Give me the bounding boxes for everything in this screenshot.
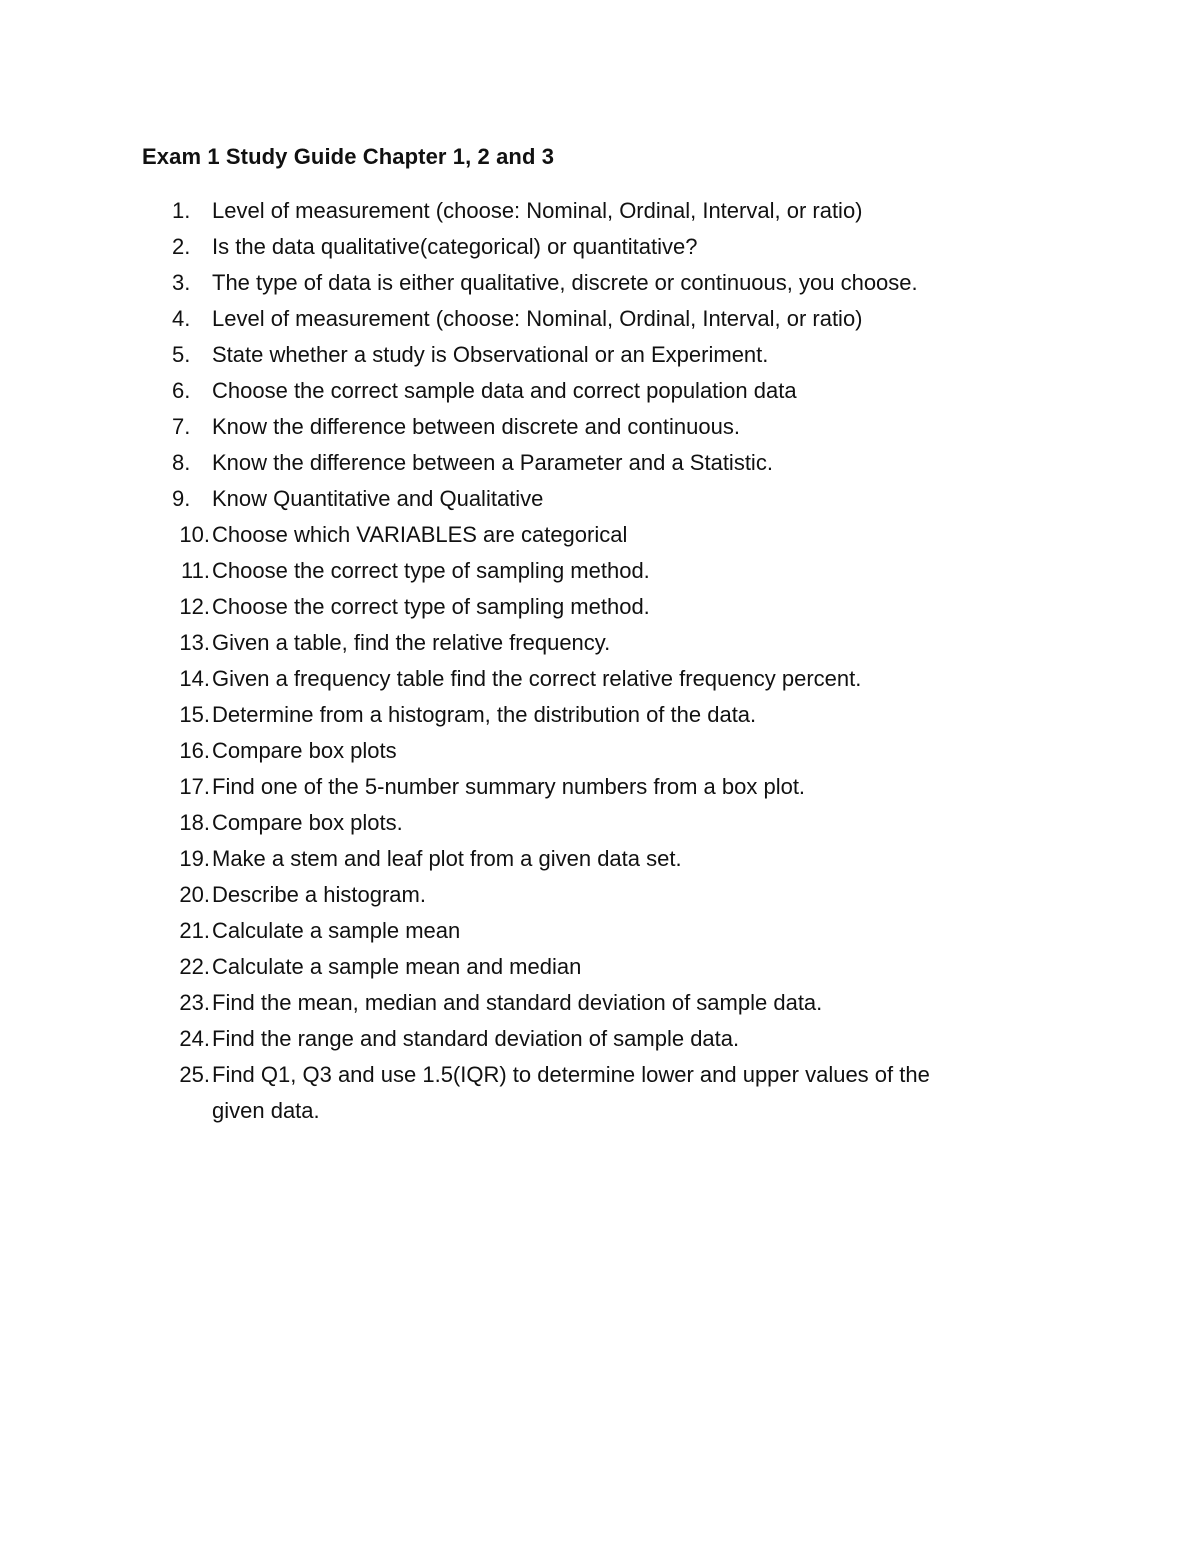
- item-number: 3.: [172, 270, 191, 295]
- item-number: 8.: [172, 450, 191, 475]
- list-item: [142, 589, 1062, 625]
- item-text: Compare box plots: [212, 738, 397, 763]
- list-item: [142, 733, 1062, 769]
- item-number: 4.: [172, 306, 191, 331]
- list-item: [142, 481, 1062, 517]
- item-text: Compare box plots.: [212, 810, 403, 835]
- item-text: Is the data qualitative(categorical) or quantitative?: [212, 234, 698, 259]
- list-item: [142, 913, 1062, 949]
- item-number: 1.: [172, 198, 191, 223]
- item-text: Calculate a sample mean: [212, 918, 461, 943]
- item-text: Find the mean, median and standard deviation of sample data.: [212, 990, 823, 1015]
- list-item: [142, 445, 1062, 481]
- item-text: Choose the correct type of sampling method.: [212, 558, 650, 583]
- item-number: 10.: [179, 522, 210, 547]
- list-item: [142, 265, 1062, 301]
- item-text: Level of measurement (choose: Nominal, Ordinal, Interval, or ratio): [212, 306, 863, 331]
- item-text: Find the range and standard deviation of sample data.: [212, 1026, 740, 1051]
- item-text: The type of data is either qualitative, discrete or continuous, you choose.: [212, 270, 918, 295]
- list-item: [142, 877, 1062, 913]
- item-number: 21.: [179, 918, 210, 943]
- study-guide-list: [142, 193, 1062, 1129]
- item-number: 18.: [179, 810, 210, 835]
- item-text: Level of measurement (choose: Nominal, Ordinal, Interval, or ratio): [212, 198, 863, 223]
- list-item: [142, 769, 1062, 805]
- item-number: 16.: [179, 738, 210, 763]
- list-item: [142, 301, 1062, 337]
- list-item: [142, 985, 1062, 1021]
- item-number: 5.: [172, 342, 191, 367]
- item-number: 23.: [179, 990, 210, 1015]
- item-number: 20.: [179, 882, 210, 907]
- item-text: Know Quantitative and Qualitative: [212, 486, 544, 511]
- list-item: [142, 229, 1062, 265]
- item-number: 22.: [179, 954, 210, 979]
- list-item: [142, 697, 1062, 733]
- list-item: [142, 625, 1062, 661]
- list-item: [142, 1021, 1062, 1057]
- item-text: Make a stem and leaf plot from a given data set.: [212, 846, 682, 871]
- item-number: 14.: [179, 666, 210, 691]
- item-number: 17.: [179, 774, 210, 799]
- item-number: 9.: [172, 486, 191, 511]
- list-item: [142, 337, 1062, 373]
- list-item: [142, 193, 1062, 229]
- item-text: Know the difference between discrete and continuous.: [212, 414, 740, 439]
- item-text-continuation: given data.: [212, 1098, 320, 1123]
- list-item: [142, 373, 1062, 409]
- item-text: Choose the correct sample data and correct population data: [212, 378, 797, 403]
- item-number: 2.: [172, 234, 191, 259]
- item-number: 7.: [172, 414, 191, 439]
- item-number: 24.: [179, 1026, 210, 1051]
- item-number: 12.: [179, 594, 210, 619]
- item-text: Determine from a histogram, the distribution of the data.: [212, 702, 757, 727]
- item-text: Calculate a sample mean and median: [212, 954, 582, 979]
- list-item: [142, 553, 1062, 589]
- list-item: [142, 949, 1062, 985]
- item-text: Describe a histogram.: [212, 882, 426, 907]
- list-item: [142, 805, 1062, 841]
- item-number: 13.: [179, 630, 210, 655]
- item-text: Given a frequency table find the correct relative frequency percent.: [212, 666, 862, 691]
- item-text: State whether a study is Observational or an Experiment.: [212, 342, 769, 367]
- item-number: 19.: [179, 846, 210, 871]
- item-number: 6.: [172, 378, 191, 403]
- list-item: [142, 517, 1062, 553]
- item-number: 15.: [179, 702, 210, 727]
- item-text: Find Q1, Q3 and use 1.5(IQR) to determine lower and upper values of the: [212, 1062, 930, 1087]
- list-item: [142, 841, 1062, 877]
- item-text: Know the difference between a Parameter and a Statistic.: [212, 450, 773, 475]
- list-item: [142, 661, 1062, 697]
- list-item: [142, 1057, 1062, 1129]
- item-text: Choose which VARIABLES are categorical: [212, 522, 628, 547]
- item-text: Given a table, find the relative frequency.: [212, 630, 611, 655]
- document-title: Exam 1 Study Guide Chapter 1, 2 and 3: [142, 144, 555, 169]
- item-number: 11.: [181, 558, 210, 583]
- list-item: [142, 409, 1062, 445]
- item-text: Find one of the 5-number summary numbers from a box plot.: [212, 774, 806, 799]
- item-text: Choose the correct type of sampling method.: [212, 594, 650, 619]
- item-number: 25.: [179, 1062, 210, 1087]
